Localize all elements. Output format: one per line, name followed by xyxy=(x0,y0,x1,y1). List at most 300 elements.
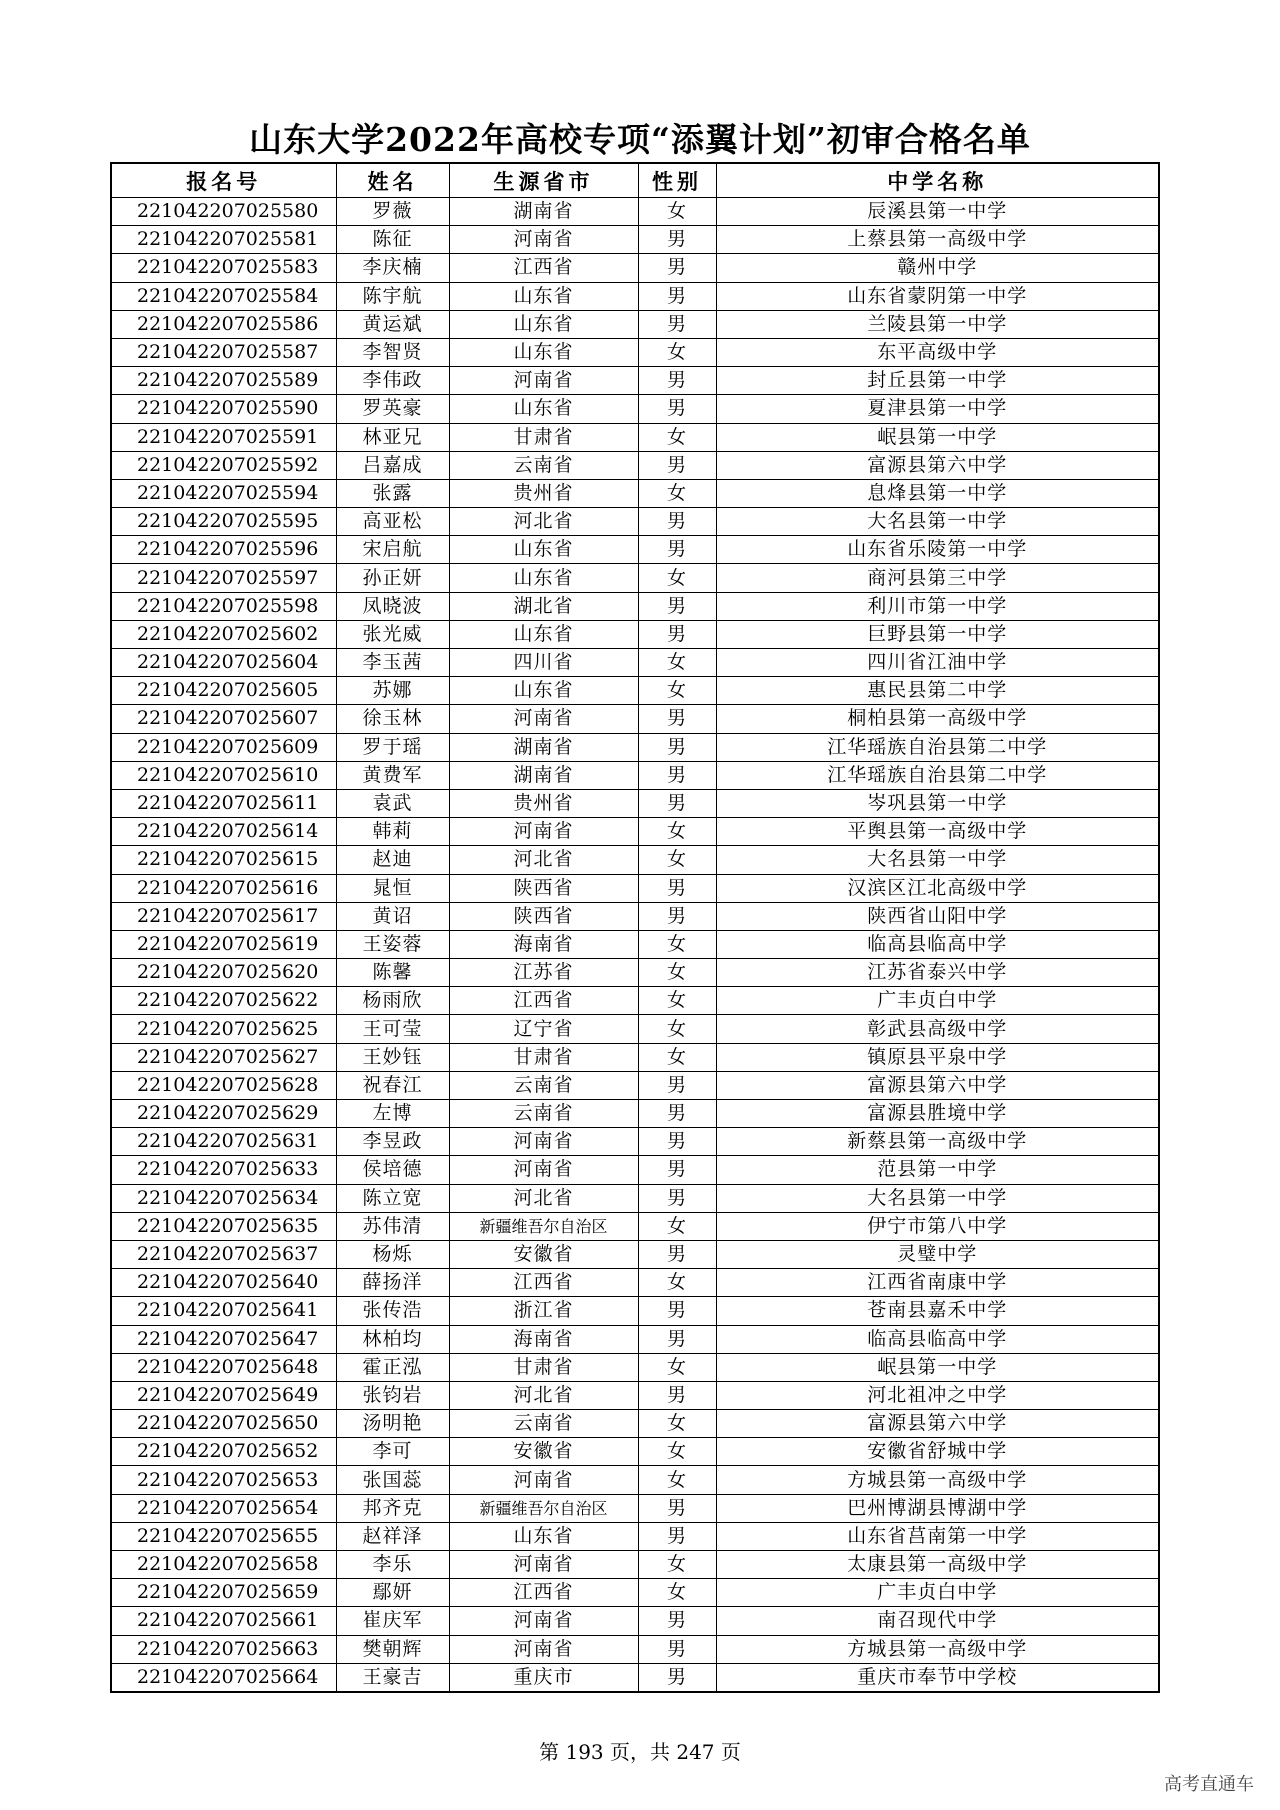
gender-cell: 男 xyxy=(638,620,716,648)
province-cell: 陕西省 xyxy=(449,874,638,902)
name-cell: 罗英豪 xyxy=(336,395,449,423)
name-cell: 苏伟清 xyxy=(336,1212,449,1240)
province-cell: 湖南省 xyxy=(449,198,638,226)
province-cell: 河南省 xyxy=(449,1466,638,1494)
school-cell: 大名县第一中学 xyxy=(716,508,1159,536)
table-row xyxy=(111,789,1159,817)
table-row xyxy=(111,1015,1159,1043)
gender-cell: 男 xyxy=(638,1100,716,1128)
table-row xyxy=(111,959,1159,987)
school-cell: 伊宁市第八中学 xyxy=(716,1212,1159,1240)
school-cell: 范县第一中学 xyxy=(716,1156,1159,1184)
registration-number-cell: 221042207025602 xyxy=(111,620,336,648)
registration-number-cell: 221042207025605 xyxy=(111,677,336,705)
name-cell: 侯培德 xyxy=(336,1156,449,1184)
registration-number-cell: 221042207025580 xyxy=(111,198,336,226)
school-cell: 新蔡县第一高级中学 xyxy=(716,1128,1159,1156)
registration-number-cell: 221042207025598 xyxy=(111,592,336,620)
province-cell: 山东省 xyxy=(449,310,638,338)
table-body xyxy=(111,198,1159,1692)
province-cell: 河南省 xyxy=(449,226,638,254)
name-cell: 薛扬洋 xyxy=(336,1269,449,1297)
school-cell: 山东省蒙阴第一中学 xyxy=(716,282,1159,310)
registration-number-cell: 221042207025583 xyxy=(111,254,336,282)
gender-cell: 女 xyxy=(638,338,716,366)
registration-number-cell: 221042207025629 xyxy=(111,1100,336,1128)
name-cell: 林亚兄 xyxy=(336,423,449,451)
province-cell: 湖北省 xyxy=(449,592,638,620)
registration-number-cell: 221042207025633 xyxy=(111,1156,336,1184)
gender-cell: 男 xyxy=(638,451,716,479)
registration-number-cell: 221042207025631 xyxy=(111,1128,336,1156)
name-cell: 吕嘉成 xyxy=(336,451,449,479)
school-cell: 巴州博湖县博湖中学 xyxy=(716,1494,1159,1522)
gender-cell: 男 xyxy=(638,592,716,620)
name-cell: 张光威 xyxy=(336,620,449,648)
name-cell: 王豪吉 xyxy=(336,1663,449,1692)
gender-cell: 女 xyxy=(638,1410,716,1438)
province-cell: 河南省 xyxy=(449,1128,638,1156)
school-cell: 四川省江油中学 xyxy=(716,649,1159,677)
school-cell: 陕西省山阳中学 xyxy=(716,902,1159,930)
name-cell: 祝春江 xyxy=(336,1071,449,1099)
school-cell: 重庆市奉节中学校 xyxy=(716,1663,1159,1692)
registration-number-cell: 221042207025628 xyxy=(111,1071,336,1099)
gender-cell: 男 xyxy=(638,536,716,564)
name-cell: 王姿蓉 xyxy=(336,930,449,958)
table-row xyxy=(111,1240,1159,1268)
school-cell: 东平高级中学 xyxy=(716,338,1159,366)
gender-cell: 男 xyxy=(638,1156,716,1184)
table-row xyxy=(111,818,1159,846)
province-cell: 辽宁省 xyxy=(449,1015,638,1043)
gender-cell: 女 xyxy=(638,987,716,1015)
name-cell: 左博 xyxy=(336,1100,449,1128)
province-cell: 甘肃省 xyxy=(449,1043,638,1071)
name-cell: 徐玉林 xyxy=(336,705,449,733)
table-row xyxy=(111,1410,1159,1438)
school-cell: 辰溪县第一中学 xyxy=(716,198,1159,226)
name-cell: 凤晓波 xyxy=(336,592,449,620)
gender-cell: 女 xyxy=(638,198,716,226)
registration-number-cell: 221042207025655 xyxy=(111,1522,336,1550)
province-cell: 安徽省 xyxy=(449,1438,638,1466)
table-row xyxy=(111,1466,1159,1494)
name-cell: 宋启航 xyxy=(336,536,449,564)
table-row xyxy=(111,649,1159,677)
province-cell: 江西省 xyxy=(449,987,638,1015)
province-cell: 云南省 xyxy=(449,1100,638,1128)
table-row xyxy=(111,592,1159,620)
registration-number-cell: 221042207025627 xyxy=(111,1043,336,1071)
gender-cell: 女 xyxy=(638,1043,716,1071)
gender-cell: 女 xyxy=(638,1269,716,1297)
name-cell: 杨烁 xyxy=(336,1240,449,1268)
school-cell: 彰武县高级中学 xyxy=(716,1015,1159,1043)
table-row xyxy=(111,987,1159,1015)
name-cell: 黄运斌 xyxy=(336,310,449,338)
table-row xyxy=(111,310,1159,338)
gender-cell: 女 xyxy=(638,677,716,705)
registration-number-cell: 221042207025592 xyxy=(111,451,336,479)
gender-cell: 男 xyxy=(638,1297,716,1325)
school-cell: 平舆县第一高级中学 xyxy=(716,818,1159,846)
name-cell: 陈宇航 xyxy=(336,282,449,310)
name-cell: 李可 xyxy=(336,1438,449,1466)
school-cell: 利川市第一中学 xyxy=(716,592,1159,620)
name-cell: 孙正妍 xyxy=(336,564,449,592)
table-row xyxy=(111,1353,1159,1381)
province-cell: 河南省 xyxy=(449,1607,638,1635)
table-row xyxy=(111,733,1159,761)
name-cell: 李伟政 xyxy=(336,367,449,395)
registration-number-cell: 221042207025634 xyxy=(111,1184,336,1212)
gender-cell: 男 xyxy=(638,1381,716,1409)
gender-cell: 男 xyxy=(638,705,716,733)
registration-number-cell: 221042207025586 xyxy=(111,310,336,338)
province-cell: 贵州省 xyxy=(449,789,638,817)
registration-number-cell: 221042207025661 xyxy=(111,1607,336,1635)
table-header-row xyxy=(111,163,1159,198)
registration-number-cell: 221042207025615 xyxy=(111,846,336,874)
document-title: 山东大学2022年高校专项“添翼计划”初审合格名单 xyxy=(249,120,1031,159)
school-cell: 夏津县第一中学 xyxy=(716,395,1159,423)
registration-number-cell: 221042207025589 xyxy=(111,367,336,395)
name-cell: 张钧岩 xyxy=(336,1381,449,1409)
table-row xyxy=(111,282,1159,310)
registration-number-cell: 221042207025659 xyxy=(111,1579,336,1607)
school-cell: 太康县第一高级中学 xyxy=(716,1551,1159,1579)
table-row xyxy=(111,1607,1159,1635)
school-cell: 江苏省泰兴中学 xyxy=(716,959,1159,987)
name-cell: 陈立宽 xyxy=(336,1184,449,1212)
table-row xyxy=(111,930,1159,958)
registration-number-cell: 221042207025658 xyxy=(111,1551,336,1579)
province-cell: 陕西省 xyxy=(449,902,638,930)
name-cell: 汤明艳 xyxy=(336,1410,449,1438)
registration-number-cell: 221042207025663 xyxy=(111,1635,336,1663)
school-cell: 富源县第六中学 xyxy=(716,1410,1159,1438)
name-cell: 晁恒 xyxy=(336,874,449,902)
registration-number-cell: 221042207025590 xyxy=(111,395,336,423)
name-cell: 李智贤 xyxy=(336,338,449,366)
school-cell: 方城县第一高级中学 xyxy=(716,1466,1159,1494)
name-cell: 赵迪 xyxy=(336,846,449,874)
province-cell: 重庆市 xyxy=(449,1663,638,1692)
province-cell: 新疆维吾尔自治区 xyxy=(449,1494,638,1522)
table-row xyxy=(111,1579,1159,1607)
gender-cell: 男 xyxy=(638,1607,716,1635)
province-cell: 贵州省 xyxy=(449,479,638,507)
table-row xyxy=(111,705,1159,733)
column-header-school: 中学名称 xyxy=(716,163,1159,198)
gender-cell: 男 xyxy=(638,367,716,395)
name-cell: 陈馨 xyxy=(336,959,449,987)
watermark: 高考直通车 xyxy=(1164,1774,1254,1795)
gender-cell: 女 xyxy=(638,649,716,677)
province-cell: 江苏省 xyxy=(449,959,638,987)
gender-cell: 男 xyxy=(638,310,716,338)
province-cell: 云南省 xyxy=(449,1410,638,1438)
gender-cell: 男 xyxy=(638,1663,716,1692)
gender-cell: 女 xyxy=(638,423,716,451)
registration-number-cell: 221042207025652 xyxy=(111,1438,336,1466)
school-cell: 苍南县嘉禾中学 xyxy=(716,1297,1159,1325)
gender-cell: 男 xyxy=(638,282,716,310)
gender-cell: 男 xyxy=(638,254,716,282)
school-cell: 临高县临高中学 xyxy=(716,1325,1159,1353)
school-cell: 兰陵县第一中学 xyxy=(716,310,1159,338)
name-cell: 李乐 xyxy=(336,1551,449,1579)
province-cell: 河南省 xyxy=(449,1156,638,1184)
registration-number-cell: 221042207025620 xyxy=(111,959,336,987)
name-cell: 赵祥泽 xyxy=(336,1522,449,1550)
school-cell: 河北祖冲之中学 xyxy=(716,1381,1159,1409)
school-cell: 惠民县第二中学 xyxy=(716,677,1159,705)
registration-number-cell: 221042207025650 xyxy=(111,1410,336,1438)
name-cell: 李昱政 xyxy=(336,1128,449,1156)
registration-number-cell: 221042207025594 xyxy=(111,479,336,507)
gender-cell: 女 xyxy=(638,1438,716,1466)
page-number: 第 193 页，共 247 页 xyxy=(539,1740,741,1764)
name-cell: 鄢妍 xyxy=(336,1579,449,1607)
table-row xyxy=(111,1297,1159,1325)
province-cell: 河北省 xyxy=(449,508,638,536)
school-cell: 江西省南康中学 xyxy=(716,1269,1159,1297)
province-cell: 山东省 xyxy=(449,564,638,592)
registration-number-cell: 221042207025614 xyxy=(111,818,336,846)
school-cell: 江华瑶族自治县第二中学 xyxy=(716,733,1159,761)
name-cell: 苏娜 xyxy=(336,677,449,705)
table-row xyxy=(111,451,1159,479)
province-cell: 河南省 xyxy=(449,705,638,733)
province-cell: 四川省 xyxy=(449,649,638,677)
gender-cell: 男 xyxy=(638,874,716,902)
province-cell: 甘肃省 xyxy=(449,423,638,451)
name-cell: 黄费军 xyxy=(336,761,449,789)
school-cell: 岷县第一中学 xyxy=(716,423,1159,451)
province-cell: 甘肃省 xyxy=(449,1353,638,1381)
gender-cell: 男 xyxy=(638,395,716,423)
gender-cell: 男 xyxy=(638,1325,716,1353)
name-cell: 李庆楠 xyxy=(336,254,449,282)
gender-cell: 女 xyxy=(638,1015,716,1043)
registration-number-cell: 221042207025591 xyxy=(111,423,336,451)
gender-cell: 男 xyxy=(638,1128,716,1156)
school-cell: 山东省乐陵第一中学 xyxy=(716,536,1159,564)
column-header-gender: 性别 xyxy=(638,163,716,198)
registration-number-cell: 221042207025649 xyxy=(111,1381,336,1409)
gender-cell: 男 xyxy=(638,733,716,761)
registration-number-cell: 221042207025584 xyxy=(111,282,336,310)
name-cell: 邦齐克 xyxy=(336,1494,449,1522)
registration-number-cell: 221042207025637 xyxy=(111,1240,336,1268)
school-cell: 大名县第一中学 xyxy=(716,1184,1159,1212)
registration-number-cell: 221042207025653 xyxy=(111,1466,336,1494)
province-cell: 江西省 xyxy=(449,1269,638,1297)
gender-cell: 男 xyxy=(638,1635,716,1663)
province-cell: 河北省 xyxy=(449,846,638,874)
table-row xyxy=(111,1635,1159,1663)
province-cell: 海南省 xyxy=(449,930,638,958)
province-cell: 山东省 xyxy=(449,282,638,310)
table-row xyxy=(111,902,1159,930)
school-cell: 安徽省舒城中学 xyxy=(716,1438,1159,1466)
name-cell: 霍正泓 xyxy=(336,1353,449,1381)
school-cell: 巨野县第一中学 xyxy=(716,620,1159,648)
province-cell: 安徽省 xyxy=(449,1240,638,1268)
table-row xyxy=(111,1551,1159,1579)
candidate-table xyxy=(110,162,1160,1693)
province-cell: 浙江省 xyxy=(449,1297,638,1325)
school-cell: 岷县第一中学 xyxy=(716,1353,1159,1381)
table-row xyxy=(111,226,1159,254)
registration-number-cell: 221042207025581 xyxy=(111,226,336,254)
name-cell: 林柏均 xyxy=(336,1325,449,1353)
gender-cell: 男 xyxy=(638,1522,716,1550)
province-cell: 海南省 xyxy=(449,1325,638,1353)
gender-cell: 男 xyxy=(638,1240,716,1268)
province-cell: 江西省 xyxy=(449,254,638,282)
table-row xyxy=(111,1325,1159,1353)
name-cell: 黄诏 xyxy=(336,902,449,930)
province-cell: 山东省 xyxy=(449,620,638,648)
column-header-name: 姓名 xyxy=(336,163,449,198)
name-cell: 张露 xyxy=(336,479,449,507)
registration-number-cell: 221042207025619 xyxy=(111,930,336,958)
name-cell: 罗于瑶 xyxy=(336,733,449,761)
registration-number-cell: 221042207025648 xyxy=(111,1353,336,1381)
table-row xyxy=(111,423,1159,451)
registration-number-cell: 221042207025654 xyxy=(111,1494,336,1522)
table-row xyxy=(111,874,1159,902)
gender-cell: 男 xyxy=(638,508,716,536)
gender-cell: 男 xyxy=(638,902,716,930)
province-cell: 河南省 xyxy=(449,367,638,395)
school-cell: 广丰贞白中学 xyxy=(716,987,1159,1015)
table-row xyxy=(111,1494,1159,1522)
province-cell: 山东省 xyxy=(449,536,638,564)
table-row xyxy=(111,1522,1159,1550)
registration-number-cell: 221042207025617 xyxy=(111,902,336,930)
name-cell: 李玉茜 xyxy=(336,649,449,677)
registration-number-cell: 221042207025616 xyxy=(111,874,336,902)
province-cell: 湖南省 xyxy=(449,733,638,761)
school-cell: 大名县第一中学 xyxy=(716,846,1159,874)
name-cell: 王可莹 xyxy=(336,1015,449,1043)
name-cell: 高亚松 xyxy=(336,508,449,536)
name-cell: 韩莉 xyxy=(336,818,449,846)
name-cell: 王妙钰 xyxy=(336,1043,449,1071)
gender-cell: 女 xyxy=(638,1353,716,1381)
registration-number-cell: 221042207025622 xyxy=(111,987,336,1015)
school-cell: 临高县临高中学 xyxy=(716,930,1159,958)
registration-number-cell: 221042207025640 xyxy=(111,1269,336,1297)
registration-number-cell: 221042207025609 xyxy=(111,733,336,761)
school-cell: 岑巩县第一中学 xyxy=(716,789,1159,817)
table-row xyxy=(111,620,1159,648)
registration-number-cell: 221042207025596 xyxy=(111,536,336,564)
registration-number-cell: 221042207025635 xyxy=(111,1212,336,1240)
registration-number-cell: 221042207025625 xyxy=(111,1015,336,1043)
registration-number-cell: 221042207025597 xyxy=(111,564,336,592)
table-row xyxy=(111,395,1159,423)
table-row xyxy=(111,536,1159,564)
registration-number-cell: 221042207025664 xyxy=(111,1663,336,1692)
school-cell: 富源县胜境中学 xyxy=(716,1100,1159,1128)
province-cell: 新疆维吾尔自治区 xyxy=(449,1212,638,1240)
school-cell: 封丘县第一中学 xyxy=(716,367,1159,395)
table-row xyxy=(111,338,1159,366)
table-row xyxy=(111,1663,1159,1692)
table-row xyxy=(111,1043,1159,1071)
gender-cell: 女 xyxy=(638,930,716,958)
province-cell: 山东省 xyxy=(449,338,638,366)
province-cell: 江西省 xyxy=(449,1579,638,1607)
gender-cell: 女 xyxy=(638,1212,716,1240)
school-cell: 广丰贞白中学 xyxy=(716,1579,1159,1607)
table-row xyxy=(111,677,1159,705)
gender-cell: 男 xyxy=(638,226,716,254)
school-cell: 上蔡县第一高级中学 xyxy=(716,226,1159,254)
table-row xyxy=(111,508,1159,536)
table-row xyxy=(111,1212,1159,1240)
gender-cell: 女 xyxy=(638,1466,716,1494)
school-cell: 江华瑶族自治县第二中学 xyxy=(716,761,1159,789)
province-cell: 湖南省 xyxy=(449,761,638,789)
registration-number-cell: 221042207025607 xyxy=(111,705,336,733)
school-cell: 富源县第六中学 xyxy=(716,451,1159,479)
table-row xyxy=(111,1269,1159,1297)
registration-number-cell: 221042207025641 xyxy=(111,1297,336,1325)
school-cell: 商河县第三中学 xyxy=(716,564,1159,592)
table-row xyxy=(111,1071,1159,1099)
province-cell: 河南省 xyxy=(449,1635,638,1663)
name-cell: 罗薇 xyxy=(336,198,449,226)
gender-cell: 男 xyxy=(638,1494,716,1522)
gender-cell: 男 xyxy=(638,1071,716,1099)
gender-cell: 男 xyxy=(638,761,716,789)
table-row xyxy=(111,198,1159,226)
school-cell: 息烽县第一中学 xyxy=(716,479,1159,507)
gender-cell: 女 xyxy=(638,846,716,874)
school-cell: 方城县第一高级中学 xyxy=(716,1635,1159,1663)
school-cell: 镇原县平泉中学 xyxy=(716,1043,1159,1071)
school-cell: 灵璧中学 xyxy=(716,1240,1159,1268)
province-cell: 山东省 xyxy=(449,1522,638,1550)
school-cell: 富源县第六中学 xyxy=(716,1071,1159,1099)
name-cell: 张国蕊 xyxy=(336,1466,449,1494)
name-cell: 杨雨欣 xyxy=(336,987,449,1015)
table-row xyxy=(111,846,1159,874)
school-cell: 汉滨区江北高级中学 xyxy=(716,874,1159,902)
school-cell: 南召现代中学 xyxy=(716,1607,1159,1635)
table-row xyxy=(111,564,1159,592)
province-cell: 河北省 xyxy=(449,1184,638,1212)
table-row xyxy=(111,1381,1159,1409)
gender-cell: 女 xyxy=(638,818,716,846)
table-row xyxy=(111,761,1159,789)
name-cell: 袁武 xyxy=(336,789,449,817)
table-row xyxy=(111,1438,1159,1466)
school-cell: 桐柏县第一高级中学 xyxy=(716,705,1159,733)
registration-number-cell: 221042207025611 xyxy=(111,789,336,817)
province-cell: 河南省 xyxy=(449,1551,638,1579)
table-row xyxy=(111,367,1159,395)
province-cell: 云南省 xyxy=(449,1071,638,1099)
province-cell: 山东省 xyxy=(449,395,638,423)
school-cell: 赣州中学 xyxy=(716,254,1159,282)
